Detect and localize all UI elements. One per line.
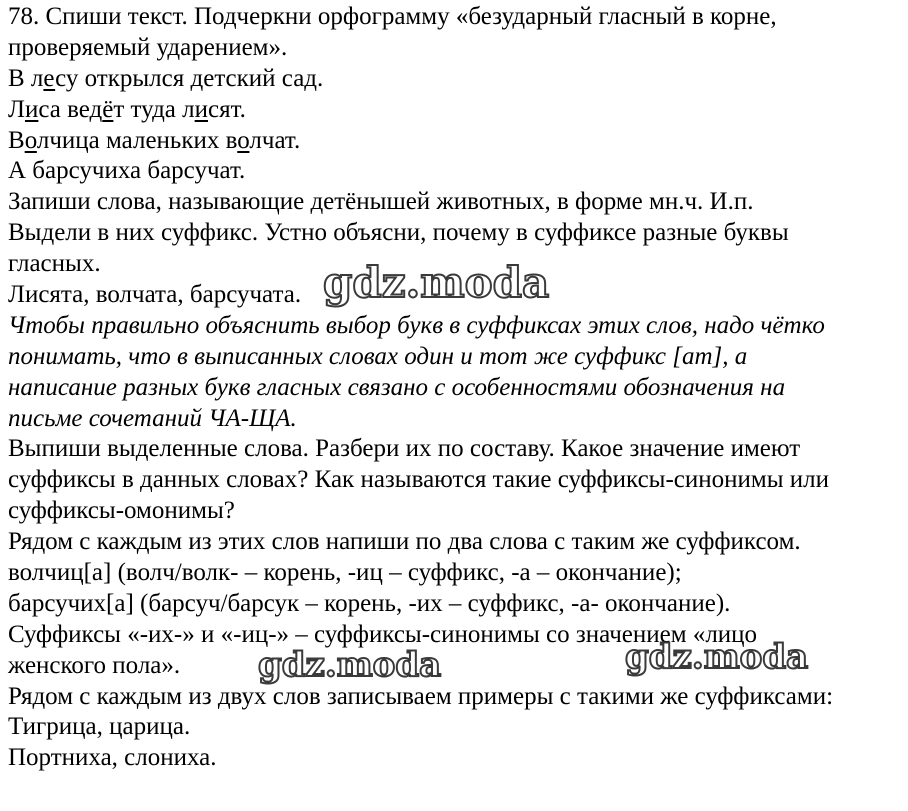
instruction-line: Выпиши выделенные слова. Разбери их по составу. Какое значение имеют xyxy=(8,435,801,463)
instruction-line: Рядом с каждым из этих слов напиши по два слова с таким же суффиксом. xyxy=(8,528,801,556)
explanation-line: понимать, что в выписанных словах один и тот же суффикс [ат], а xyxy=(8,342,748,370)
text-fragment: т туда л xyxy=(113,95,195,123)
task-heading-line-1: 78. Спиши текст. Подчеркни орфограмму «безударный гласный в корне, xyxy=(8,3,777,30)
text-fragment: В л xyxy=(8,64,44,92)
answer-line: Лисята, волчата, барсучата. xyxy=(8,281,302,309)
underlined-vowel: и xyxy=(194,95,209,123)
text-fragment: сят. xyxy=(208,95,246,123)
answer-line: Рядом с каждым из двух слов записываем примеры с такими же суффиксами: xyxy=(8,682,834,710)
instruction-line: Запиши слова, называющие детёнышей животных, в форме мн.ч. И.п. xyxy=(8,188,754,216)
poem-line-1 xyxy=(8,64,904,95)
explanation-line: Чтобы правильно объяснить выбор букв в суффиксах этих слов, надо чётко xyxy=(8,311,825,339)
underlined-vowel: о xyxy=(24,126,37,154)
underlined-vowel: ё xyxy=(102,95,114,123)
watermark: gdz.moda xyxy=(625,637,809,677)
task-heading-line-2: проверяемый ударением». xyxy=(8,33,288,61)
text-fragment: Л xyxy=(8,95,25,123)
explanation-line: написание разных букв гласных связано с особенностями обозначения на xyxy=(8,373,786,401)
text-fragment: са вед xyxy=(38,95,103,123)
answer-line: волчиц[а] (волч/волк- – корень, -иц – суффикс, -а – окончание); xyxy=(8,559,682,587)
instruction-line: гласных. xyxy=(8,250,101,278)
answer-line: Суффиксы «-их-» и «-иц-» – суффиксы-синонимы со значением «лицо xyxy=(8,620,758,648)
answer-line: барсучих[а] (барсуч/барсук – корень, -их – суффикс, -а- окончание). xyxy=(8,589,731,617)
poem-line-3 xyxy=(8,126,904,157)
poem-line-2 xyxy=(8,95,904,126)
underlined-vowel: е xyxy=(43,64,56,92)
answer-line: Портниха, слониха. xyxy=(8,744,217,772)
text-fragment: В xyxy=(8,126,25,154)
underlined-vowel: и xyxy=(24,95,39,123)
watermark: gdz.moda xyxy=(258,645,442,685)
poem-line-4: А барсучиха барсучат. xyxy=(8,157,246,185)
text-fragment: су открылся детский сад. xyxy=(55,64,324,92)
explanation-line: письме сочетаний ЧА-ЩА. xyxy=(8,404,297,432)
instruction-line: Выдели в них суффикс. Устно объясни, почему в суффиксе разные буквы xyxy=(8,219,789,247)
watermark: gdz.moda xyxy=(323,258,550,307)
text-fragment: лчица маленьких в xyxy=(36,126,238,154)
text-fragment: лчат. xyxy=(249,126,301,154)
underlined-vowel: о xyxy=(237,126,250,154)
instruction-line: суффиксы-омонимы? xyxy=(8,497,235,525)
answer-line: Тигрица, царица. xyxy=(8,713,191,741)
answer-line: женского пола». xyxy=(8,651,181,679)
instruction-line: суффиксы в данных словах? Как называются такие суффиксы-синонимы или xyxy=(8,466,830,494)
